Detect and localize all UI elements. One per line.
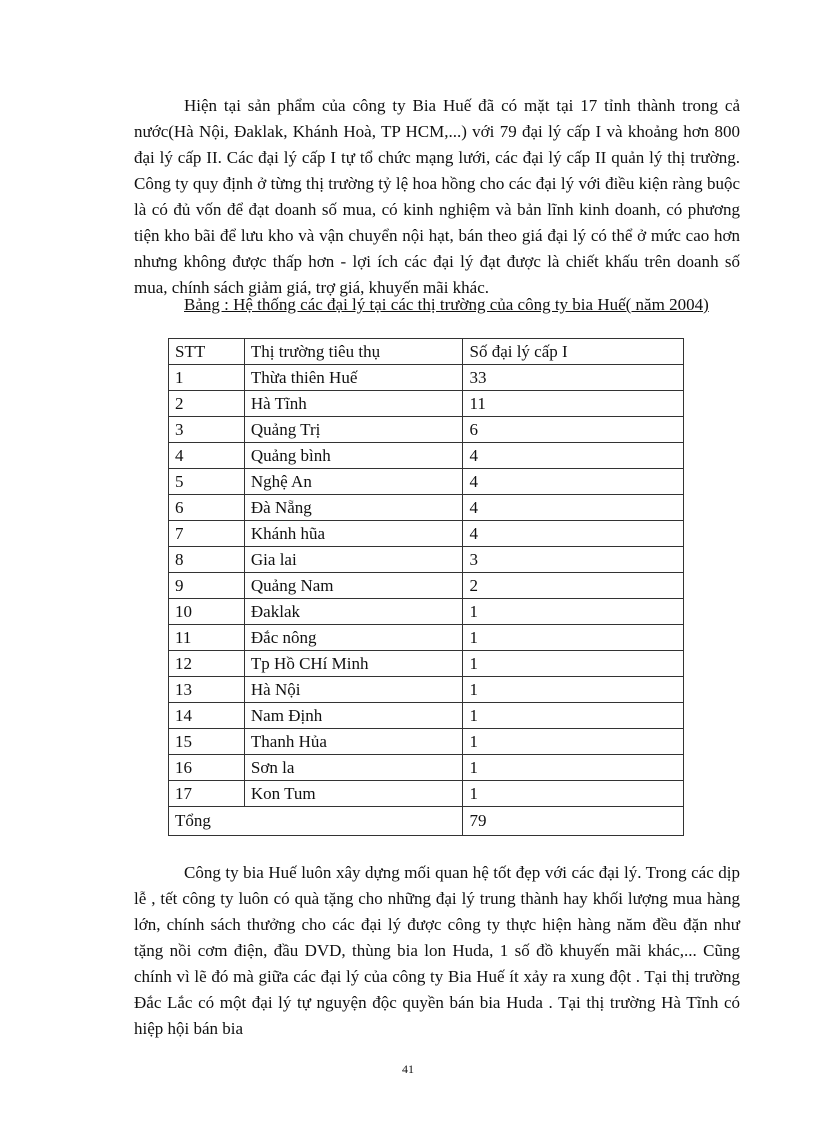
row-market: Khánh hũa: [244, 521, 463, 547]
row-stt: 4: [169, 443, 245, 469]
row-agent-count: 1: [463, 755, 684, 781]
row-agent-count: 1: [463, 703, 684, 729]
row-stt: 5: [169, 469, 245, 495]
row-market: Quảng Trị: [244, 417, 463, 443]
row-agent-count: 4: [463, 521, 684, 547]
row-agent-count: 11: [463, 391, 684, 417]
table-row: [169, 651, 684, 677]
row-agent-count: 1: [463, 781, 684, 807]
intro-paragraph: Hiện tại sản phẩm của công ty Bia Huế đã có mặt tại 17 tỉnh thành trong cả nước(Hà Nội, Đaklak, Khánh Hoà, TP HCM,...) với 79 đại lý cấp I và khoảng hơn 800 đại lý cấp II. Các đại lý cấp I tự tổ chức mạng lưới, các đại lý cấp II quản lý thị trường. Công ty quy định ở từng thị trường tỷ lệ hoa hồng cho các đại lý với điều kiện ràng buộc là có đủ vốn để đạt doanh số mua, có kinh nghiệm và bản lĩnh kinh doanh, có phương tiện kho bãi để lưu kho và vận chuyển nội hạt, bán theo giá đại lý có thể ở mức cao hơn nhưng không được thấp hơn - lợi ích các đại lý đạt được là chiết khấu trên doanh số mua, chính sách giảm giá, trợ giá, khuyến mãi khác.: [134, 96, 740, 297]
table-row: [169, 573, 684, 599]
row-stt: 12: [169, 651, 245, 677]
total-label: Tổng: [169, 807, 463, 836]
row-agent-count: 1: [463, 677, 684, 703]
relations-paragraph: Công ty bia Huế luôn xây dựng mối quan hệ tốt đẹp với các đại lý. Trong các dịp lễ , tết công ty luôn có quà tặng cho những đại lý trung thành hay khối lượng mua hàng lớn, chính sách thưởng cho các đại lý được công ty thực hiện hàng năm đều đặn như tặng nồi cơm điện, đầu DVD, thùng bia lon Huda, 1 số đồ khuyến mãi khác,... Cũng chính vì lẽ đó mà giữa các đại lý của công ty Bia Huế ít xảy ra xung đột . Tại thị trường Đắc Lắc có một đại lý tự nguyện độc quyền bán bia Huda . Tại thị trường Hà Tĩnh có hiệp hội bán bia: [134, 863, 740, 1038]
row-market: Thừa thiên Huế: [244, 365, 463, 391]
row-market: Tp Hồ CHí Minh: [244, 651, 463, 677]
table-total-row: [169, 807, 684, 836]
row-agent-count: 1: [463, 625, 684, 651]
row-market: Đà Nẵng: [244, 495, 463, 521]
row-market: Nam Định: [244, 703, 463, 729]
row-agent-count: 4: [463, 443, 684, 469]
table-row: [169, 599, 684, 625]
table-row: [169, 443, 684, 469]
header-agent-count: Số đại lý cấp I: [463, 339, 684, 365]
row-agent-count: 2: [463, 573, 684, 599]
row-market: Hà Tĩnh: [244, 391, 463, 417]
table-row: [169, 469, 684, 495]
row-stt: 8: [169, 547, 245, 573]
row-stt: 15: [169, 729, 245, 755]
row-stt: 2: [169, 391, 245, 417]
row-stt: 7: [169, 521, 245, 547]
row-agent-count: 4: [463, 469, 684, 495]
row-stt: 16: [169, 755, 245, 781]
row-market: Nghệ An: [244, 469, 463, 495]
table-row: [169, 677, 684, 703]
agents-table: [168, 338, 684, 836]
row-market: Quảng bình: [244, 443, 463, 469]
page-number: 41: [402, 1062, 414, 1076]
table-caption-text: Bảng : Hệ thống các đại lý tại các thị trường của công ty bia Huế( năm 2004): [184, 295, 709, 314]
table-row: [169, 521, 684, 547]
table-body: [169, 365, 684, 807]
row-agent-count: 1: [463, 729, 684, 755]
row-market: Gia lai: [244, 547, 463, 573]
table-row: [169, 781, 684, 807]
table-row: [169, 703, 684, 729]
header-stt: STT: [169, 339, 245, 365]
row-stt: 1: [169, 365, 245, 391]
row-agent-count: 6: [463, 417, 684, 443]
row-stt: 11: [169, 625, 245, 651]
table-row: [169, 547, 684, 573]
row-market: Đaklak: [244, 599, 463, 625]
row-stt: 17: [169, 781, 245, 807]
table-row: [169, 729, 684, 755]
table-row: [169, 365, 684, 391]
table-header-row: [169, 339, 684, 365]
row-market: Kon Tum: [244, 781, 463, 807]
total-value: 79: [463, 807, 684, 836]
row-agent-count: 3: [463, 547, 684, 573]
table-row: [169, 755, 684, 781]
row-stt: 9: [169, 573, 245, 599]
row-market: Sơn la: [244, 755, 463, 781]
row-agent-count: 1: [463, 599, 684, 625]
row-market: Đắc nông: [244, 625, 463, 651]
row-stt: 6: [169, 495, 245, 521]
table-row: [169, 625, 684, 651]
row-market: Hà Nội: [244, 677, 463, 703]
row-agent-count: 4: [463, 495, 684, 521]
table-row: [169, 391, 684, 417]
row-market: Quảng Nam: [244, 573, 463, 599]
row-market: Thanh Hủa: [244, 729, 463, 755]
row-stt: 3: [169, 417, 245, 443]
table-caption: [134, 294, 740, 316]
row-agent-count: 33: [463, 365, 684, 391]
table-row: [169, 495, 684, 521]
row-agent-count: 1: [463, 651, 684, 677]
table-row: [169, 417, 684, 443]
header-market: Thị trường tiêu thụ: [244, 339, 463, 365]
row-stt: 10: [169, 599, 245, 625]
row-stt: 14: [169, 703, 245, 729]
row-stt: 13: [169, 677, 245, 703]
